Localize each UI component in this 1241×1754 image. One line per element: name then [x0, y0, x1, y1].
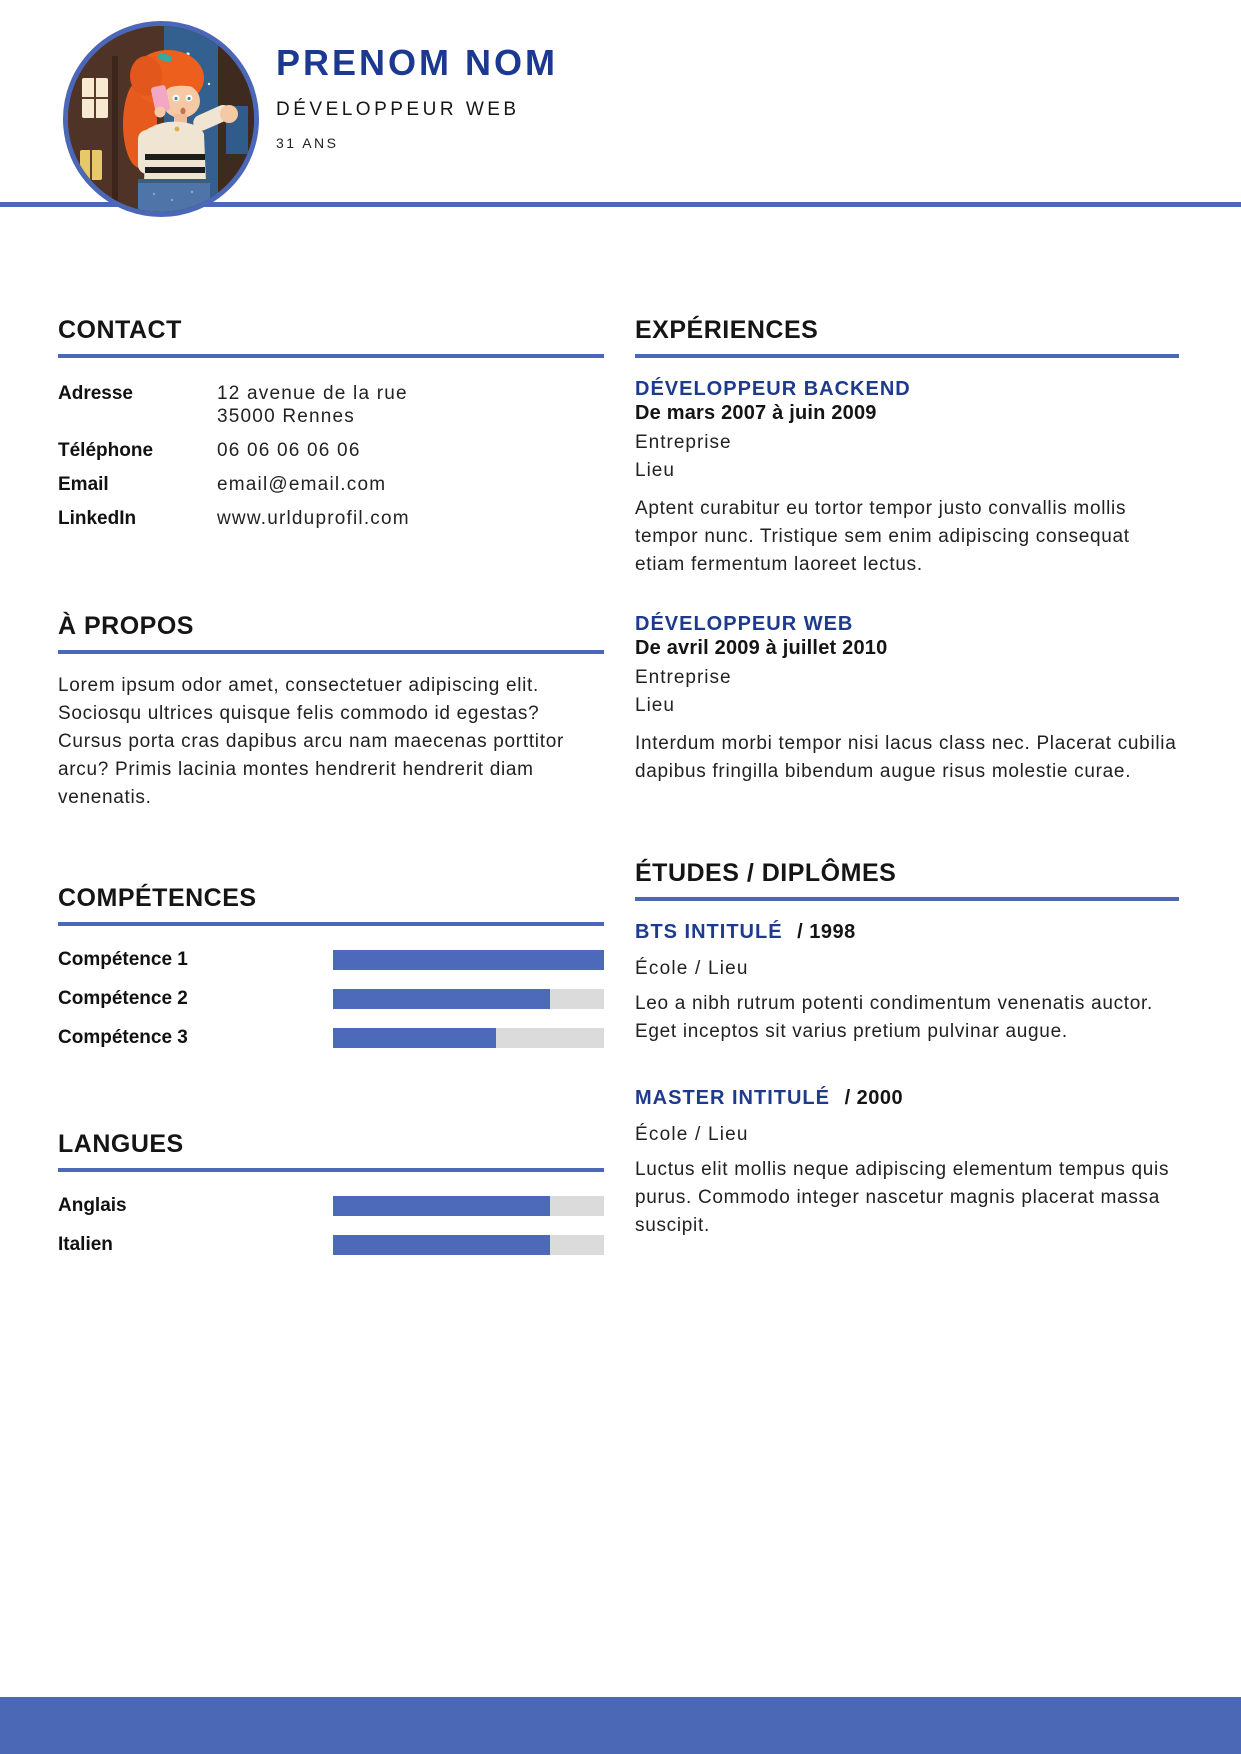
languages-list: [58, 1195, 604, 1256]
education-school: École / Lieu: [635, 1124, 749, 1145]
experience-location: Lieu: [635, 695, 675, 716]
experience-location: Lieu: [635, 460, 675, 481]
language-label: Italien: [58, 1234, 113, 1255]
experience-company: Entreprise: [635, 432, 732, 453]
skill-row: [58, 988, 604, 1010]
education-description: Luctus elit mollis neque adipiscing elementum tempus quis purus. Commodo integer nascetur magnis placerat massa suscipit.: [635, 1159, 1170, 1236]
skill-bar-fill: [333, 1028, 496, 1048]
experience-title: DÉVELOPPEUR WEB: [635, 613, 854, 635]
contact-label: Email: [58, 474, 109, 495]
skill-label: Compétence 1: [58, 949, 188, 970]
education-title: BTS INTITULÉ: [635, 921, 783, 943]
contact-value: email@email.com: [217, 474, 387, 495]
skill-bar-fill: [333, 950, 604, 970]
contact-heading: CONTACT: [58, 317, 604, 358]
contact-list: [58, 382, 604, 530]
language-bar-track: [333, 1196, 604, 1216]
person-name: PRENOM NOM: [276, 42, 558, 83]
language-bar-fill: [333, 1196, 550, 1216]
about-section: [58, 613, 604, 812]
experience-heading: EXPÉRIENCES: [635, 317, 1179, 358]
skills-list: [58, 949, 604, 1049]
language-bar-track: [333, 1235, 604, 1255]
contact-row-telephone: [58, 439, 604, 462]
skills-heading: COMPÉTENCES: [58, 885, 604, 926]
profile-photo: [63, 21, 259, 217]
education-title-line: [635, 1086, 1179, 1110]
profile-photo-illustration: [68, 26, 254, 212]
contact-label: Téléphone: [58, 440, 154, 461]
left-column: [58, 317, 604, 1273]
education-school: École / Lieu: [635, 958, 749, 979]
language-bar-fill: [333, 1235, 550, 1255]
language-row: [58, 1195, 604, 1217]
experience-period: De avril 2009 à juillet 2010: [635, 637, 888, 659]
about-heading: À PROPOS: [58, 613, 604, 654]
skills-section: [58, 885, 604, 1049]
contact-label: Adresse: [58, 383, 133, 404]
header-identity: [276, 42, 558, 151]
languages-heading: LANGUES: [58, 1131, 604, 1172]
education-year: / 1998: [797, 921, 856, 943]
experience-item: [635, 377, 1179, 579]
language-label: Anglais: [58, 1195, 127, 1216]
education-title: MASTER INTITULÉ: [635, 1087, 830, 1109]
education-year: / 2000: [844, 1087, 904, 1109]
contact-value: 06 06 06 06 06: [217, 440, 361, 461]
language-row: [58, 1234, 604, 1256]
contact-row-linkedin: [58, 507, 604, 530]
skill-bar-fill: [333, 989, 550, 1009]
experience-description: Aptent curabitur eu tortor tempor justo convallis mollis tempor nunc. Tristique sem enim adipiscing consequat etiam fermentum laoreet lectus.: [635, 498, 1130, 575]
skill-label: Compétence 3: [58, 1027, 188, 1048]
experience-item: [635, 612, 1179, 786]
contact-value: 12 avenue de la rue 35000 Rennes: [217, 383, 408, 427]
skill-row: [58, 949, 604, 971]
skill-bar-track: [333, 989, 604, 1009]
skill-label: Compétence 2: [58, 988, 188, 1009]
education-item: [635, 1086, 1179, 1240]
skill-bar-track: [333, 1028, 604, 1048]
contact-value: www.urlduprofil.com: [217, 508, 410, 529]
education-section: [635, 860, 1179, 1240]
right-column: [635, 317, 1179, 1240]
skill-bar-track: [333, 950, 604, 970]
contact-label: LinkedIn: [58, 508, 137, 529]
contact-row-email: [58, 473, 604, 496]
experience-title: DÉVELOPPEUR BACKEND: [635, 378, 911, 400]
contact-row-adresse: [58, 382, 604, 428]
languages-section: [58, 1131, 604, 1256]
person-age: 31 ANS: [276, 135, 339, 151]
about-text: Lorem ipsum odor amet, consectetuer adipiscing elit. Sociosqu ultrices quisque felis commodo id egestas? Cursus porta cras dapibus arcu nam maecenas porttitor arcu? Primis lacinia montes hendrerit hendrerit diam venenatis.: [58, 675, 564, 808]
person-job-title: DÉVELOPPEUR WEB: [276, 99, 520, 120]
experience-period: De mars 2007 à juin 2009: [635, 402, 877, 424]
education-description: Leo a nibh rutrum potenti condimentum venenatis auctor. Eget inceptos sit varius pretium pulvinar augue.: [635, 993, 1154, 1042]
experience-company: Entreprise: [635, 667, 732, 688]
education-title-line: [635, 920, 1179, 944]
education-item: [635, 920, 1179, 1046]
footer-bar: [0, 1697, 1241, 1754]
experience-description: Interdum morbi tempor nisi lacus class nec. Placerat cubilia dapibus fringilla bibendum augue risus molestie curae.: [635, 733, 1177, 782]
skill-row: [58, 1027, 604, 1049]
education-heading: ÉTUDES / DIPLÔMES: [635, 860, 1179, 901]
